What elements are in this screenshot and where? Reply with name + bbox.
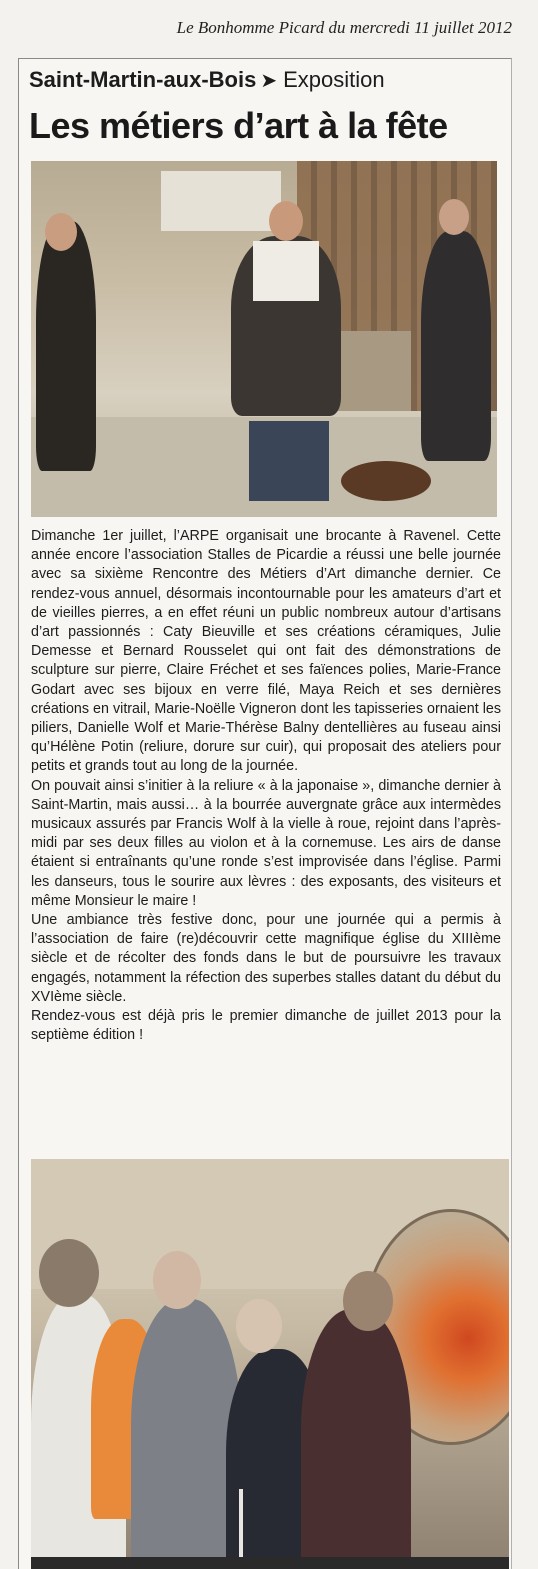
hurdy-gurdy-player-legs <box>249 421 329 501</box>
visitor-head-5 <box>343 1271 393 1331</box>
visitor-figure-5 <box>301 1309 411 1569</box>
kicker-place: Saint-Martin-aux-Bois <box>29 67 257 92</box>
visitor-head-4 <box>236 1299 282 1353</box>
musicians-photo <box>31 161 497 517</box>
hurdy-gurdy-player-head <box>269 201 303 241</box>
violinist-head <box>439 199 469 235</box>
kicker-section: Exposition <box>283 67 385 92</box>
instrument-case <box>341 461 431 501</box>
masthead: Le Bonhomme Picard du mercredi 11 juillet 2012 <box>176 18 512 37</box>
violinist-figure <box>421 231 491 461</box>
paragraph-1: Dimanche 1er juillet, l’ARPE organisait une brocante à Ravenel. Cette année encore l’association Stalles de Picardie a réussi une belle journée avec sa sixième Rencontre des Métiers d’Art dimanche dernier. Ce rendez-vous annuel, désormais incontournable pour les amateurs d’art et de vieilles pierres, a en effet réuni un public nombreux autour d’artisans d’art passionnés : Caty Bieuville et ses créations céramiques, Julie Demesse et Bernard Rousselet qui ont fait des démonstrations de sculpture sur pierre, Claire Fréchet et ses faïences polies, Marie-France Godart avec ses bijoux en verre filé, Maya Reich et ses dernières créations en vitrail, Marie-Noëlle Vigneron dont les tapisseries ornaient les piliers, Danielle Wolf et Marie-Thérèse Balny dentellières au fuseau ainsi qu’Hélène Potin (reliure, dorure sur cuir), qui proposait des ateliers pour petits et grands tout au long de la journée. <box>31 528 501 775</box>
paragraph-2: On pouvait ainsi s’initier à la reliure « à la japonaise », dimanche dernier à Saint-Martin, mais aussi… à la bourrée auvergnate grâce aux intermèdes musicaux assurés par Francis Wolf à la vielle à roue, rejoint dans l’après-midi par ses deux filles au violon et à la cornemuse. Les airs de danse étaient si entraînants qu’une ronde s’est improvisée dans l’église. Parmi les danseurs, tous le sourire aux lèvres : des exposants, des visiteurs et même Monsieur le maire ! <box>31 777 501 909</box>
article-body <box>31 527 501 1045</box>
visitor-figure-3 <box>131 1299 241 1569</box>
article-headline: Les métiers d’art à la fête <box>29 105 448 146</box>
paragraph-4: Rendez-vous est déjà pris le premier dimanche de juillet 2013 pour la septième édition ! <box>31 1008 501 1044</box>
article-kicker <box>29 67 385 93</box>
cut-off-caption-strip <box>31 1557 509 1569</box>
visitor-head-1 <box>39 1239 99 1307</box>
visitors-photo <box>31 1159 509 1569</box>
hurdy-gurdy-player-shirt <box>253 241 319 301</box>
article-clipping <box>18 58 512 1569</box>
visitor-head-3 <box>153 1251 201 1309</box>
paragraph-3: Une ambiance très festive donc, pour une journée qui a permis à l’association de faire (re)découvrir cette magnifique église du XIIIème siècle et de récolter des fonds dans le but de poursuivre les travaux engagés, notamment la réfection des superbes stalles datant du début du XVIème siècle. <box>31 912 501 1005</box>
kicker-arrow-icon: ➤ <box>260 70 278 92</box>
photo-window <box>161 171 281 231</box>
bagpipe-player-head <box>45 213 77 251</box>
bagpipe-player-figure <box>36 221 96 471</box>
tote-bag <box>239 1489 309 1563</box>
